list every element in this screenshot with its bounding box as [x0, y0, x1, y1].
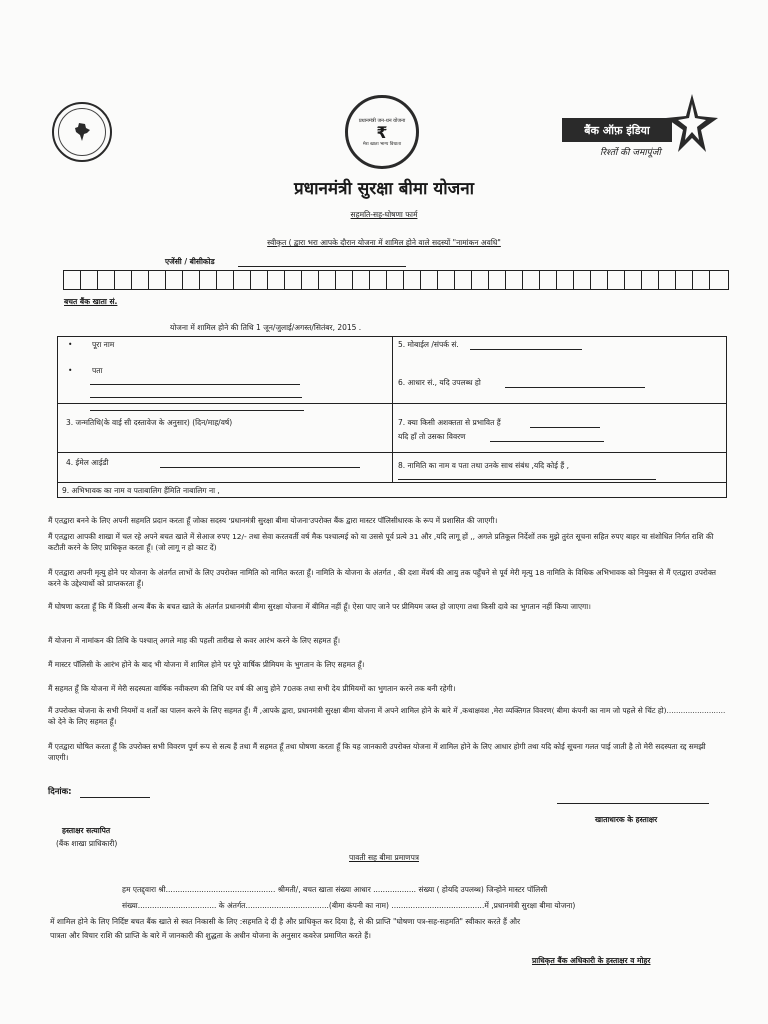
india-map-icon — [71, 121, 93, 143]
address-line-2[interactable] — [90, 397, 302, 398]
declaration-4: मैं घोषणा करता हूँ कि मैं किसी अन्य बैंक के बचत खाते के अंतर्गत प्रधानमंत्री बीमा सुरक्षा योजना में बीमित नहीं हूँ। ऐसा पाए जाने पर प्रीमियम जब्त हो जाएगा तथा किसी दावे का भुगतान नहीं किया जाएगा। — [48, 602, 591, 611]
disability-label: 7. क्या किसी अशक्तता से प्रभावित हैं — [398, 418, 501, 427]
declaration-1: मैं एतद्वारा बनने के लिए अपनी सहमति प्रदान करता हूँ जोका सदस्य 'प्रधानमंत्री सुरक्षा बीमा योजना'उपरोक्त बैंक द्वारा मास्टर पॉलिसीधारक के रूप में प्रशासित की जाएगी। — [48, 516, 498, 525]
nominee-field[interactable] — [398, 479, 656, 480]
bank-tagline: रिश्तों की जमापूंजी — [600, 148, 661, 158]
rupee-icon: ₹ — [376, 122, 388, 142]
disability-field[interactable] — [530, 427, 600, 428]
address-label: पता — [92, 366, 103, 375]
receipt-line-3: में शामिल होने के लिए निर्दिष्ट बचत बैंक खाते से स्वत निकासी के लिए :सहमति दे दी है और प्राधिकृत कर दिया है, से की प्राप्ति "घोषणा पत्र-सह-सहमति" स्वीकार करते हैं और — [50, 917, 521, 926]
account-holder-signature-label: खाताधारक के हस्ताक्षर — [595, 815, 658, 824]
bank-logo — [562, 118, 672, 142]
agency-field[interactable] — [238, 266, 406, 267]
dob-label: 3. जन्मतिथि(के वाई सी दस्तावेज के अनुसार) (दिन/माह/वर्ष) — [66, 418, 233, 427]
branch-official-label: (बैंक शाखा प्राधिकारी) — [56, 839, 118, 848]
declaration-3: मैं एतद्वारा अपनी मृत्यु होने पर योजना के अंतर्गत लाभों के लिए उपरोक्त नामिति को नामित करता हूँ। नामिति के योजना के अंतर्गत , की दशा मेंवर्ष की आयु तक पहुँचने से पूर्व मेरी मृत्यु 18 नामिति के विधिक अभिभावक को नियुक्त से मैं एतद्वारा उपरोक्त करने के उद्देश्यार्थो को प्राप्तकरता हूँ। — [48, 568, 717, 588]
bullet-name: • — [68, 340, 73, 349]
account-holder-signature-line[interactable] — [557, 803, 709, 804]
mobile-label: 5. मोबाईल /संपर्क सं. — [398, 340, 459, 349]
agency-label: एजेंसी / बीसीकोड — [165, 257, 215, 266]
jan-dhan-title: प्रधानमंत्री जन-धन योजना — [358, 117, 406, 124]
disability-detail-field[interactable] — [490, 441, 604, 442]
form-subtitle: सहमति-सह-घोषणा फार्म — [350, 210, 418, 219]
receipt-line-4: पात्रता और विचार राशि की प्राप्ति के बारे में जानकारी की शुद्धता के अधीन योजना के अनुसार कवरेज प्रमाणित करते हैं। — [50, 931, 372, 940]
declaration-6: मैं मास्टर पॉलिसी के आरंभ होने के बाद भी योजना में शामिल होने पर पूरे वार्षिक प्रीमियम के भुगतान के लिए सहमत हूँ। — [48, 660, 365, 669]
mobile-field[interactable] — [470, 349, 582, 350]
email-field[interactable] — [160, 467, 360, 468]
email-label: 4. ईमेल आईडी — [66, 458, 109, 467]
aadhaar-label: 6. आधार सं., यदि उपलब्ध हो — [398, 378, 481, 387]
account-number-boxes[interactable] — [63, 270, 729, 290]
joining-date-line: योजना में शामिल होने की तिथि 1 जून/जुलाई/अगस्त/सितंबर, 2015 . — [170, 323, 362, 332]
nominee-label: 8. नामिति का नाम व पता तथा उनके साथ संबंध ,यदि कोई हैं , — [398, 461, 570, 470]
jan-dhan-motto: मेरा खाता भाग्य विधाता — [362, 141, 402, 147]
bullet-address: • — [68, 366, 73, 375]
authority-signature-label: प्राधिकृत बैंक अधिकारी के हस्ताक्षर व मोहर — [532, 956, 651, 965]
receipt-line-1: हम एतद्द्वारा श्री.............................................. श्रीमती/, बचत खाता संख्या आधार .................. संख्या ( होयदि उपलब्ध) जिन्होने मास्टर पॉलिसी — [122, 885, 548, 894]
page-title: प्रधानमंत्री सुरक्षा बीमा योजना — [293, 179, 475, 199]
declaration-7: मैं सहमत हूँ कि योजना में मेरी सदस्यता वार्षिक नवीकरण की तिथि पर वर्ष की आयु होने 70तक तथा सभी देय प्रीमियमों का भुगतान करने तक बनी रहेगी। — [48, 684, 456, 693]
declaration-8: मैं उपरोक्त योजना के सभी नियमों व शर्तों का पालन करने के लिए सहमत हूँ। मैं ,आपके द्वारा, प्रधानमंत्री सुरक्षा बीमा योजना में अपने शामिल होने के बारे में ,कथाक्षवश ,मेरा व्यक्तिगत विवरण( बीमा कंपनी का नाम जो पहले से चिंट हो)......................... को देने के लिए सहमत हूँ। — [48, 706, 726, 726]
form-subheading: स्वीकृत ( द्वारा भरा आपके दौरान योजना में शामिल होने वाले सदस्यों "नामांकन अवधि" — [267, 238, 501, 247]
date-field[interactable] — [80, 797, 150, 798]
address-line-1[interactable] — [90, 384, 300, 385]
receipt-title: पावती सह बीमा प्रमाणपत्र — [349, 853, 419, 862]
date-label: दिनांक: — [48, 787, 72, 797]
signature-verified-label: हस्ताक्षर सत्यापित — [62, 826, 111, 835]
savings-account-label: बचत बैंक खाता सं. — [64, 297, 118, 306]
address-line-3[interactable] — [90, 410, 304, 411]
full-name-label: पूरा नाम — [92, 340, 115, 349]
declaration-9: मैं एतद्वारा घोषित करता हूँ कि उपरोक्त सभी विवरण पूर्ण रूप से सत्य हैं तथा मैं सहमत हूँ तथा घोषणा करता हूँ कि यह जानकारी उपरोक्त योजना में शामिल होने के लिए आधार होगी तथा यदि कोई सूचना गलत पाई जाती है तो मेरी सदस्यता रद्द समझी जाएगी। — [48, 742, 706, 762]
declaration-2: मैं एतद्वारा आपकी शाखा में चल रहे अपने बचत खाते में सेआज रुपए 12/- तथा सेवा करतवर्ती वर्ष मैक पश्चात्मई को या उससे पूर्व प्रत्ये 31 और ,यदि लागू हों ,, अगले प्रतिकूल निर्देशों तक मुझे तुरंत सूचना सहित रुपए बाहर या संशोधित निर्गत राशि की कटौती करने के लिए प्राधिकृत करता हूँ। (जो लागू न हो काट दें) — [48, 532, 714, 552]
disability-detail-label: यदि हाँ तो उसका विवरण — [398, 432, 466, 441]
guardian-label: 9. अभिभावक का नाम व पताबालिग हैंमिति नाबालिग ना , — [62, 486, 220, 495]
insurance-seal-logo — [52, 102, 112, 162]
star-icon — [664, 92, 720, 154]
bank-name: बैंक ऑफ़ इंडिया — [584, 123, 650, 137]
receipt-line-2: संख्या................................. के अंतर्गत...................................(बीमा कंपनी का नाम) .......................................में ,प्रधानमंत्री सुरक्षा बीमा योजना) — [122, 901, 576, 910]
jan-dhan-logo — [345, 95, 419, 169]
aadhaar-field[interactable] — [505, 387, 645, 388]
declaration-5: मैं योजना में नामांकन की तिथि के पश्चात् अगले माह की पहली तारीख से कवर आरंभ करने के लिए सहमत हूँ। — [48, 636, 341, 645]
